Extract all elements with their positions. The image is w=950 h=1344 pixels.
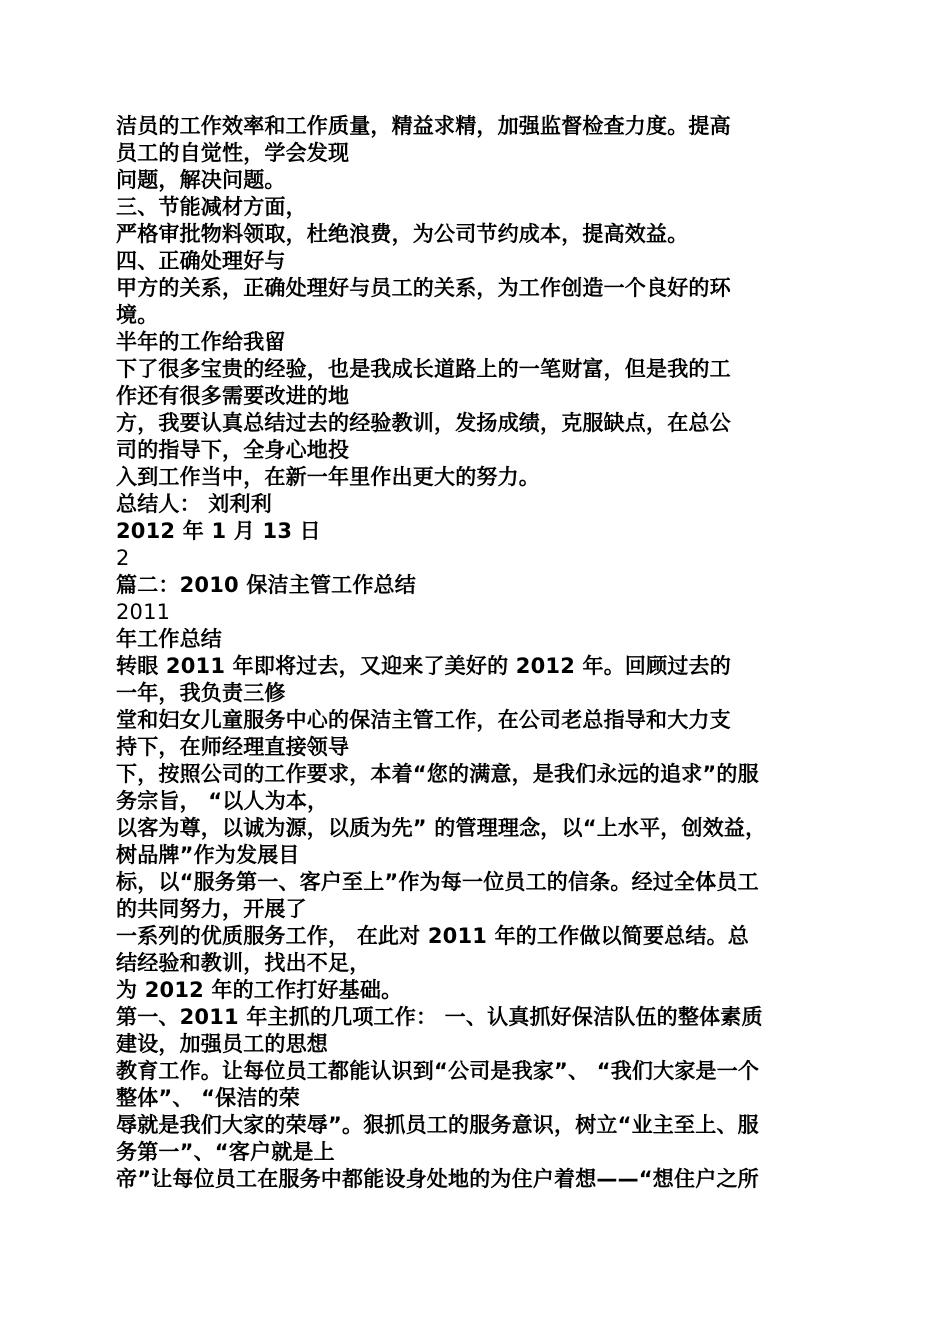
text-line: 篇二：2010 保洁主管工作总结 — [116, 573, 416, 597]
text-line: 持下，在师经理直接领导 — [116, 735, 350, 759]
text-line: 一系列的优质服务工作， 在此对 2011 年的工作做以简要总结。总 — [116, 924, 749, 948]
text-line: 年工作总结 — [116, 627, 222, 651]
text-line: 甲方的关系，正确处理好与员工的关系，为工作创造一个良好的环 — [116, 276, 731, 300]
text-line: 三、节能减材方面， — [116, 195, 307, 219]
text-line: 四、正确处理好与 — [116, 249, 286, 273]
text-line: 司的指导下，全身心地投 — [116, 438, 350, 462]
text-line: 半年的工作给我留 — [116, 330, 286, 354]
text-line: 员工的自觉性，学会发现 — [116, 141, 350, 165]
text-line: 结经验和教训，找出不足， — [116, 951, 371, 975]
text-line: 2011 — [116, 600, 171, 624]
text-line: 问题，解决问题。 — [116, 168, 286, 192]
text-line: 第一、2011 年主抓的几项工作： 一、认真抓好保洁队伍的整体素质 — [116, 1005, 763, 1029]
text-line: 下，按照公司的工作要求，本着“您的满意，是我们永远的追求”的服 — [116, 762, 759, 786]
text-line: 教育工作。让每位员工都能认识到“公司是我家”、 “我们大家是一个 — [116, 1059, 760, 1083]
text-line: 务第一”、“客户就是上 — [116, 1140, 335, 1164]
text-line: 2012 年 1 月 13 日 — [116, 519, 321, 543]
text-line: 标，以“服务第一、客户至上”作为每一位员工的信条。经过全体员工 — [116, 870, 759, 894]
text-line: 帝”让每位员工在服务中都能设身处地的为住户着想——“想住户之所 — [116, 1167, 759, 1191]
text-line: 一年，我负责三修 — [116, 681, 286, 705]
text-line: 洁员的工作效率和工作质量，精益求精，加强监督检查力度。提高 — [116, 114, 731, 138]
text-line: 堂和妇女儿童服务中心的保洁主管工作，在公司老总指导和大力支 — [116, 708, 731, 732]
text-line: 境。 — [116, 303, 159, 327]
text-line: 建设，加强员工的思想 — [116, 1032, 328, 1056]
text-line: 方，我要认真总结过去的经验教训，发扬成绩，克服缺点，在总公 — [116, 411, 731, 435]
text-line: 转眼 2011 年即将过去，又迎来了美好的 2012 年。回顾过去的 — [116, 654, 731, 678]
text-line: 的共同努力，开展了 — [116, 897, 307, 921]
document-page — [116, 113, 840, 1193]
text-line: 总结人： 刘利利 — [116, 492, 272, 516]
text-line: 以客为尊，以诚为源，以质为先” 的管理理念，以“上水平，创效益， — [116, 816, 767, 840]
text-line: 下了很多宝贵的经验，也是我成长道路上的一笔财富，但是我的工 — [116, 357, 731, 381]
text-line: 辱就是我们大家的荣辱”。狠抓员工的服务意识，树立“业主至上、服 — [116, 1113, 759, 1137]
text-line: 2 — [116, 546, 130, 570]
text-line: 为 2012 年的工作打好基础。 — [116, 978, 403, 1002]
text-line: 作还有很多需要改进的地 — [116, 384, 350, 408]
text-line: 整体”、 “保洁的荣 — [116, 1086, 300, 1110]
text-line: 入到工作当中，在新一年里作出更大的努力。 — [116, 465, 540, 489]
text-line: 严格审批物料领取，杜绝浪费，为公司节约成本，提高效益。 — [116, 222, 689, 246]
text-line: 务宗旨， “以人为本， — [116, 789, 329, 813]
text-line: 树品牌”作为发展目 — [116, 843, 300, 867]
